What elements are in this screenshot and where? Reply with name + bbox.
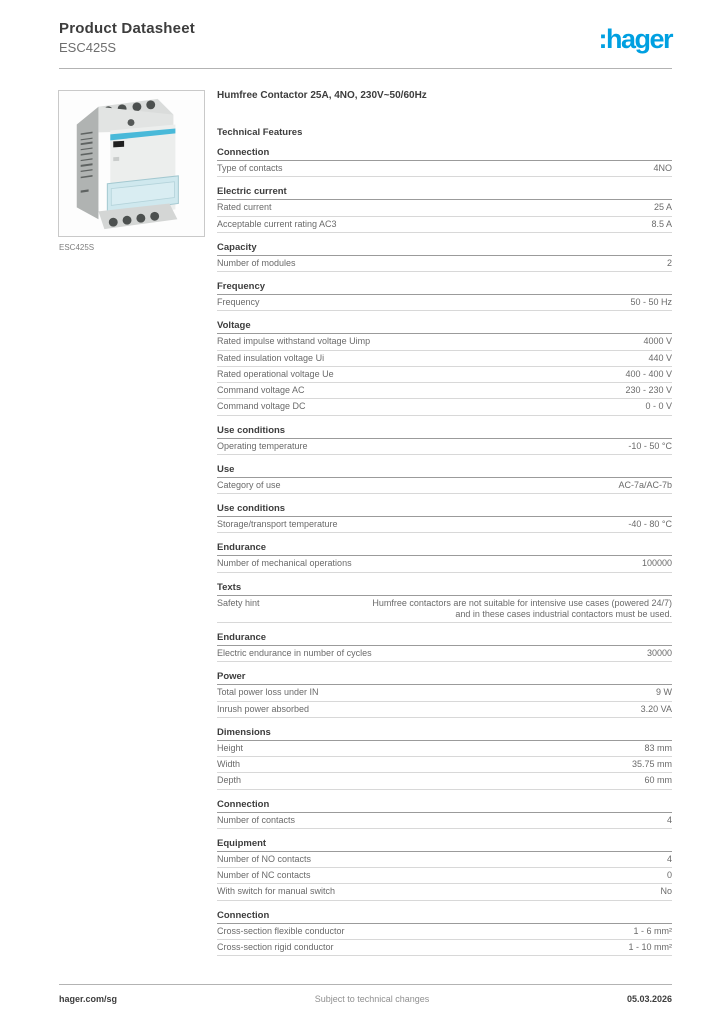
spec-rows: [217, 596, 672, 624]
spec-rows: [217, 334, 672, 415]
spec-row-value: 25 A: [653, 202, 672, 213]
spec-row-label: Type of contacts: [217, 163, 283, 173]
spec-section: [217, 632, 672, 662]
spec-section-title: Use: [217, 464, 672, 478]
spec-section-title: Endurance: [217, 632, 672, 646]
spec-row-label: With switch for manual switch: [217, 886, 336, 897]
spec-row-label: Total power loss under IN: [217, 687, 319, 698]
spec-section: [217, 281, 672, 311]
spec-row: [217, 741, 672, 757]
spec-row-label: Number of NO contacts: [217, 853, 312, 864]
spec-row-label: Rated current: [217, 202, 272, 213]
spec-row-value: 230 - 230 V: [625, 385, 672, 395]
spec-row-label: Cross-section rigid conductor: [217, 941, 334, 952]
spec-row: [217, 702, 672, 718]
spec-row: [217, 813, 672, 829]
spec-section-title: Use conditions: [217, 425, 672, 439]
spec-rows: [217, 517, 672, 533]
spec-section-title: Connection: [217, 147, 672, 161]
spec-row-value: 1 - 10 mm²: [628, 941, 672, 952]
spec-row-value: -10 - 50 °C: [628, 440, 672, 451]
spec-row: [217, 773, 672, 789]
spec-row: [217, 646, 672, 662]
spec-row-value: AC-7a/AC-7b: [618, 479, 672, 490]
spec-section: [217, 910, 672, 957]
spec-row-label: Depth: [217, 775, 242, 786]
spec-row-value: 9 W: [655, 687, 672, 698]
spec-row-label: Electric endurance in number of cycles: [217, 648, 372, 658]
spec-section-title: Connection: [217, 799, 672, 813]
spec-row: [217, 295, 672, 311]
spec-section: [217, 320, 672, 415]
spec-section-title: Use conditions: [217, 503, 672, 517]
spec-section-title: Capacity: [217, 242, 672, 256]
spec-section: [217, 671, 672, 718]
spec-section: [217, 542, 672, 572]
spec-row-value: 440 V: [648, 352, 672, 363]
spec-section-title: Texts: [217, 582, 672, 596]
spec-row-label: Inrush power absorbed: [217, 703, 310, 714]
spec-rows: [217, 646, 672, 662]
spec-section-title: Endurance: [217, 542, 672, 556]
spec-section-title: Power: [217, 671, 672, 685]
spec-row-value: 4: [666, 814, 672, 825]
product-image-box: [58, 90, 205, 237]
spec-rows: [217, 741, 672, 790]
spec-section: [217, 838, 672, 901]
spec-row-value: 50 - 50 Hz: [630, 297, 672, 307]
spec-rows: [217, 256, 672, 272]
spec-row: [217, 200, 672, 216]
spec-row-value: -40 - 80 °C: [628, 519, 672, 529]
spec-rows: [217, 439, 672, 455]
spec-rows: [217, 478, 672, 494]
spec-row-label: Width: [217, 759, 241, 769]
footer-disclaimer: Subject to technical changes: [314, 994, 430, 1004]
spec-row-value: 35.75 mm: [631, 759, 672, 769]
spec-row-label: Number of contacts: [217, 814, 296, 825]
spec-rows: [217, 295, 672, 311]
technical-features-heading: Technical Features: [217, 127, 303, 138]
spec-rows: [217, 685, 672, 718]
spec-sections: [217, 147, 672, 956]
footer: [59, 984, 672, 1004]
footer-date: 05.03.2026: [626, 994, 672, 1004]
spec-row-value: 30000: [646, 648, 672, 658]
spec-row: [217, 367, 672, 383]
spec-row-label: Command voltage DC: [217, 401, 306, 412]
footer-website: hager.com/sg: [59, 994, 118, 1004]
spec-row-label: Rated operational voltage Ue: [217, 368, 334, 379]
spec-rows: [217, 813, 672, 829]
spec-row-label: Storage/transport temperature: [217, 519, 338, 529]
spec-rows: [217, 924, 672, 957]
spec-row-value: 0: [666, 870, 672, 880]
spec-section-title: Equipment: [217, 838, 672, 852]
spec-row-value: 4: [666, 853, 672, 864]
spec-row: [217, 256, 672, 272]
spec-content: [217, 90, 672, 956]
header-divider: [59, 68, 672, 69]
spec-section-title: Frequency: [217, 281, 672, 295]
spec-row-label: Category of use: [217, 479, 281, 490]
spec-row: [217, 596, 672, 624]
spec-row-value: No: [660, 886, 672, 897]
spec-row: [217, 556, 672, 572]
spec-section: [217, 242, 672, 272]
spec-row: [217, 161, 672, 177]
spec-rows: [217, 161, 672, 177]
spec-section: [217, 582, 672, 624]
spec-row: [217, 439, 672, 455]
header: [59, 20, 672, 55]
spec-row-value: 4000 V: [643, 336, 672, 347]
spec-section: [217, 464, 672, 494]
spec-row-value: 8.5 A: [651, 218, 672, 229]
spec-row-value: 4NO: [653, 163, 672, 173]
spec-section-title: Electric current: [217, 186, 672, 200]
spec-row-label: Operating temperature: [217, 440, 308, 451]
spec-section: [217, 799, 672, 829]
spec-row-value: Humfree contactors are not suitable for intensive use cases (powered 24/7) and in these cases industrial contactors must be used.: [372, 597, 672, 619]
spec-section-title: Dimensions: [217, 727, 672, 741]
spec-row: [217, 868, 672, 884]
product-image-caption: ESC425S: [59, 243, 95, 252]
spec-row-value: 400 - 400 V: [625, 368, 672, 379]
product-image: [59, 91, 204, 236]
spec-section: [217, 425, 672, 455]
spec-row-value: 60 mm: [644, 775, 672, 786]
spec-rows: [217, 556, 672, 572]
spec-row-label: Number of mechanical operations: [217, 558, 352, 569]
spec-row: [217, 685, 672, 701]
spec-rows: [217, 852, 672, 901]
spec-row-value: 100000: [641, 558, 672, 569]
hager-logo: :hager: [598, 24, 672, 54]
product-name: Humfree Contactor 25A, 4NO, 230V~50/60Hz: [217, 90, 427, 101]
spec-row-value: 0 - 0 V: [645, 401, 672, 412]
spec-row-label: Number of NC contacts: [217, 870, 311, 880]
spec-row-label: Number of modules: [217, 257, 296, 268]
spec-section: [217, 147, 672, 177]
spec-section: [217, 727, 672, 790]
spec-row: [217, 334, 672, 350]
spec-row: [217, 517, 672, 533]
spec-row: [217, 757, 672, 773]
spec-row-label: Safety hint: [217, 597, 260, 608]
spec-row-label: Command voltage AC: [217, 385, 305, 395]
page-title: Product Datasheet: [59, 20, 195, 37]
spec-row: [217, 478, 672, 494]
spec-row: [217, 383, 672, 399]
spec-section-title: Connection: [217, 910, 672, 924]
spec-row-label: Height: [217, 742, 244, 753]
spec-row: [217, 351, 672, 367]
spec-row: [217, 852, 672, 868]
spec-row-label: Rated insulation voltage Ui: [217, 352, 325, 363]
spec-row: [217, 399, 672, 415]
spec-row-value: 3.20 VA: [640, 703, 672, 714]
spec-row-label: Frequency: [217, 297, 260, 307]
spec-row-value: 83 mm: [644, 742, 672, 753]
spec-section-title: Voltage: [217, 320, 672, 334]
spec-row-value: 1 - 6 mm²: [633, 925, 672, 936]
spec-rows: [217, 200, 672, 233]
spec-row-label: Rated impulse withstand voltage Uimp: [217, 336, 371, 347]
spec-row: [217, 884, 672, 900]
product-reference: ESC425S: [59, 40, 117, 55]
spec-row-value: 2: [666, 257, 672, 268]
spec-section: [217, 503, 672, 533]
spec-row: [217, 217, 672, 233]
spec-section: [217, 186, 672, 233]
spec-row-label: Acceptable current rating AC3: [217, 218, 337, 229]
spec-row: [217, 940, 672, 956]
spec-row-label: Cross-section flexible conductor: [217, 925, 345, 936]
spec-row: [217, 924, 672, 940]
